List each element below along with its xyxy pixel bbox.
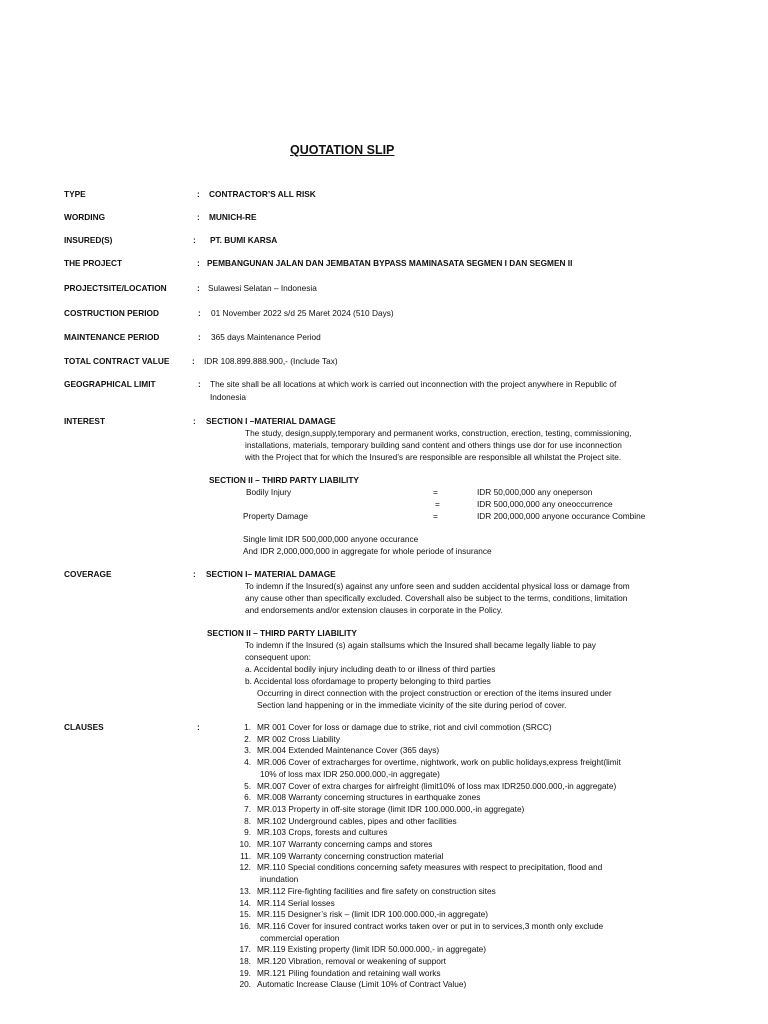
clause-item <box>233 968 441 979</box>
clause-text: Automatic Increase Clause (Limit 10% of Contract Value) <box>257 979 467 990</box>
clause-text: MR.008 Warranty concerning structures in earthquake zones <box>257 792 481 803</box>
clause-text: MR.103 Crops, forests and cultures <box>257 827 388 838</box>
construction-period-value: 01 November 2022 s/d 25 Maret 2024 (510 Days) <box>211 308 394 318</box>
clause-text: MR.013 Property in off-site storage (limit IDR 100.000.000,-in aggregate) <box>257 803 525 814</box>
clause-number: 2. <box>244 733 251 744</box>
coverage-section-1-line-3: and endorsements and/or extension clauses in corporate in the Policy. <box>245 605 503 615</box>
maintenance-period-label: MAINTENANCE PERIOD <box>64 332 160 342</box>
bodily-injury-label: Bodily Injury <box>246 487 292 497</box>
coverage-section-1-line-1: To indemn if the Insured(s) against any unfore seen and sudden accidental physical loss or damage from <box>245 581 630 591</box>
type-value: CONTRACTOR’S ALL RISK <box>209 189 316 199</box>
clause-item <box>233 979 466 990</box>
clause-number: 4. <box>244 757 251 768</box>
clause-item <box>233 851 443 862</box>
site-colon: : <box>197 283 200 293</box>
geo-limit-line-2: Indonesia <box>210 392 246 402</box>
clause-item <box>233 956 446 967</box>
property-damage-amount: IDR 200,000,000 anyone occurance Combine <box>477 511 646 521</box>
document-title: QUOTATION SLIP <box>290 143 395 157</box>
contract-value-label: TOTAL CONTRACT VALUE <box>64 356 170 366</box>
equals-sign: = <box>435 499 440 509</box>
clauses-label: CLAUSES <box>64 722 104 732</box>
clause-item <box>233 862 602 873</box>
clause-item <box>233 839 432 850</box>
clause-item <box>233 734 340 745</box>
clauses-colon: : <box>197 722 200 732</box>
clause-number: 17. <box>239 944 251 955</box>
clause-item <box>233 757 621 768</box>
clause-number: 10. <box>239 839 251 849</box>
clause-item <box>233 921 603 932</box>
insured-value: PT. BUMI KARSA <box>210 235 278 245</box>
clause-text: MR.112 Fire-fighting facilities and fire safety on construction sites <box>257 885 496 896</box>
type-colon: : <box>197 189 200 199</box>
clause-item <box>233 804 524 815</box>
clause-text: MR.121 Piling foundation and retaining wall works <box>257 967 441 978</box>
clause-text: MR.119 Existing property (limit IDR 50.000.000,- in aggregate) <box>257 944 487 955</box>
wording-value: MUNICH-RE <box>209 212 257 222</box>
construction-period-label: COSTRUCTION PERIOD <box>64 308 159 318</box>
geo-limit-line-1: The site shall be all locations at which work is carried out inconnection with the project anywhere in Republic of <box>210 379 617 389</box>
clause-number: 20. <box>239 979 251 990</box>
single-limit-line: Single limit IDR 500,000,000 anyone occurance <box>243 534 419 544</box>
clause-number: 16. <box>239 920 251 931</box>
clause-text: MR.102 Underground cables, pipes and other facilities <box>257 815 457 826</box>
clause-item <box>233 816 457 827</box>
wording-label: WORDING <box>64 212 106 222</box>
clause-continuation: 10% of loss max IDR 250.000.000,-in aggregate) <box>260 768 440 779</box>
construction-period-colon: : <box>198 308 201 318</box>
contract-value-colon: : <box>192 356 195 366</box>
coverage-section-2-line-1: To indemn if the Insured (s) again stallsums which the Insured shall became legally liable to pay <box>245 640 596 650</box>
clause-text: MR.114 Serial losses <box>257 897 335 908</box>
clause-number: 18. <box>239 956 251 966</box>
clause-text: MR.110 Special conditions concerning safety measures with respect to precipitation, flood and <box>257 862 603 873</box>
clause-text: MR.107 Warranty concerning camps and stores <box>257 839 433 849</box>
maintenance-period-colon: : <box>198 332 201 342</box>
insured-colon: : <box>193 235 196 245</box>
site-value: Sulawesi Selatan – Indonesia <box>208 283 317 293</box>
clause-number: 1. <box>244 722 251 732</box>
clause-number: 7. <box>244 803 251 814</box>
aggregate-limit-line: And IDR 2,000,000,000 in aggregate for whole periode of insurance <box>243 546 492 556</box>
project-value: PEMBANGUNAN JALAN DAN JEMBATAN BYPASS MAMINASATA SEGMEN I DAN SEGMEN II <box>207 258 573 268</box>
interest-section-2-heading: SECTION II – THIRD PARTY LIABILITY <box>209 475 359 485</box>
coverage-occurring-line-1: Occurring in direct connection with the project construction or erection of the items insured under <box>257 688 612 698</box>
interest-section-1-heading: SECTION I –MATERIAL DAMAGE <box>206 416 336 426</box>
interest-colon: : <box>193 416 196 426</box>
type-label: TYPE <box>64 189 86 199</box>
property-damage-label: Property Damage <box>243 511 309 521</box>
interest-section-1-line-2: installations, materials, temporary building sand content and others things use dor for use inconnection <box>245 440 622 450</box>
clause-text: MR 001 Cover for loss or damage due to strike, riot and civil commotion (SRCC) <box>257 722 552 732</box>
clause-number: 6. <box>244 792 251 803</box>
contract-value-value: IDR 108.899.888.900,- (Include Tax) <box>204 356 338 366</box>
geo-limit-label: GEOGRAPHICAL LIMIT <box>64 379 156 389</box>
clause-item <box>233 898 335 909</box>
coverage-label: COVERAGE <box>64 569 112 579</box>
clause-number: 15. <box>239 909 251 920</box>
coverage-item-a: a. Accidental bodily injury including death to or illness of third parties <box>245 664 496 674</box>
coverage-section-2-heading: SECTION II – THIRD PARTY LIABILITY <box>207 628 357 638</box>
interest-section-1-line-1: The study, design,supply,temporary and permanent works, construction, erection, testing, commissioning, <box>245 428 632 438</box>
clause-number: 13. <box>239 885 251 896</box>
site-label: PROJECTSITE/LOCATION <box>64 283 167 293</box>
clause-item <box>233 944 486 955</box>
clause-number: 12. <box>239 862 251 873</box>
maintenance-period-value: 365 days Maintenance Period <box>211 332 321 342</box>
coverage-colon: : <box>193 569 196 579</box>
interest-section-1-line-3: with the Project that for which the Insured’s are responsible are responsible all whilstat the Project site. <box>245 452 622 462</box>
clause-item <box>233 886 496 897</box>
interest-label: INTEREST <box>64 416 106 426</box>
clause-text: MR.006 Cover of extracharges for overtime, nightwork, work on public holidays,express freight(limit <box>257 757 621 768</box>
clause-text: MR.109 Warranty concerning construction material <box>257 850 444 861</box>
bodily-injury-amount-occurrence: IDR 500,000,000 any oneoccurrence <box>477 499 613 509</box>
clause-text: MR.116 Cover for insured contract works taken over or put in to services,3 month only exclude <box>257 920 604 931</box>
clause-item <box>233 792 480 803</box>
clause-text: MR.004 Extended Maintenance Cover (365 days) <box>257 745 440 756</box>
clause-item <box>233 909 488 920</box>
clause-number: 19. <box>239 967 251 978</box>
clause-number: 9. <box>244 827 251 838</box>
clause-continuation: inundation <box>260 874 299 885</box>
coverage-section-2-line-2: consequent upon: <box>245 652 311 662</box>
clause-number: 5. <box>244 780 251 791</box>
geo-limit-colon: : <box>198 379 201 389</box>
clause-number: 11. <box>240 850 251 861</box>
clause-number: 3. <box>244 745 251 756</box>
clause-text: MR.007 Cover of extra charges for airfreight (limit10% of loss max IDR250.000.000,-in aggregate) <box>257 780 617 791</box>
clause-item <box>233 781 616 792</box>
insured-label: INSURED(S) <box>64 235 113 245</box>
clause-number: 14. <box>239 897 251 908</box>
clause-text: MR.115 Designer’s risk – (limit IDR 100.000.000,-in aggregate) <box>257 909 489 920</box>
clause-item <box>233 745 439 756</box>
project-colon: : <box>197 258 200 268</box>
coverage-section-1-line-2: any cause other than specifically excluded. Covershall also be subject to the terms, conditions, limitation <box>245 593 628 603</box>
project-label: THE PROJECT <box>64 258 123 268</box>
clause-text: MR.120 Vibration, removal or weakening of support <box>257 956 446 966</box>
coverage-item-b: b. Accidental loss ofordamage to property belonging to third parties <box>245 676 491 686</box>
clause-item <box>233 722 552 733</box>
bodily-injury-amount-person: IDR 50,000,000 any oneperson <box>477 487 593 497</box>
clause-number: 8. <box>244 815 251 826</box>
clause-continuation: commercial operation <box>260 932 340 943</box>
coverage-section-1-heading: SECTION I– MATERIAL DAMAGE <box>206 569 336 579</box>
clause-item <box>233 827 388 838</box>
clause-text: MR 002 Cross Liability <box>257 733 340 744</box>
wording-colon: : <box>197 212 200 222</box>
equals-sign: = <box>433 487 438 497</box>
equals-sign: = <box>433 511 438 521</box>
coverage-occurring-line-2: Section land happening or in the immediate vicinity of the site during period of cover. <box>257 700 567 710</box>
